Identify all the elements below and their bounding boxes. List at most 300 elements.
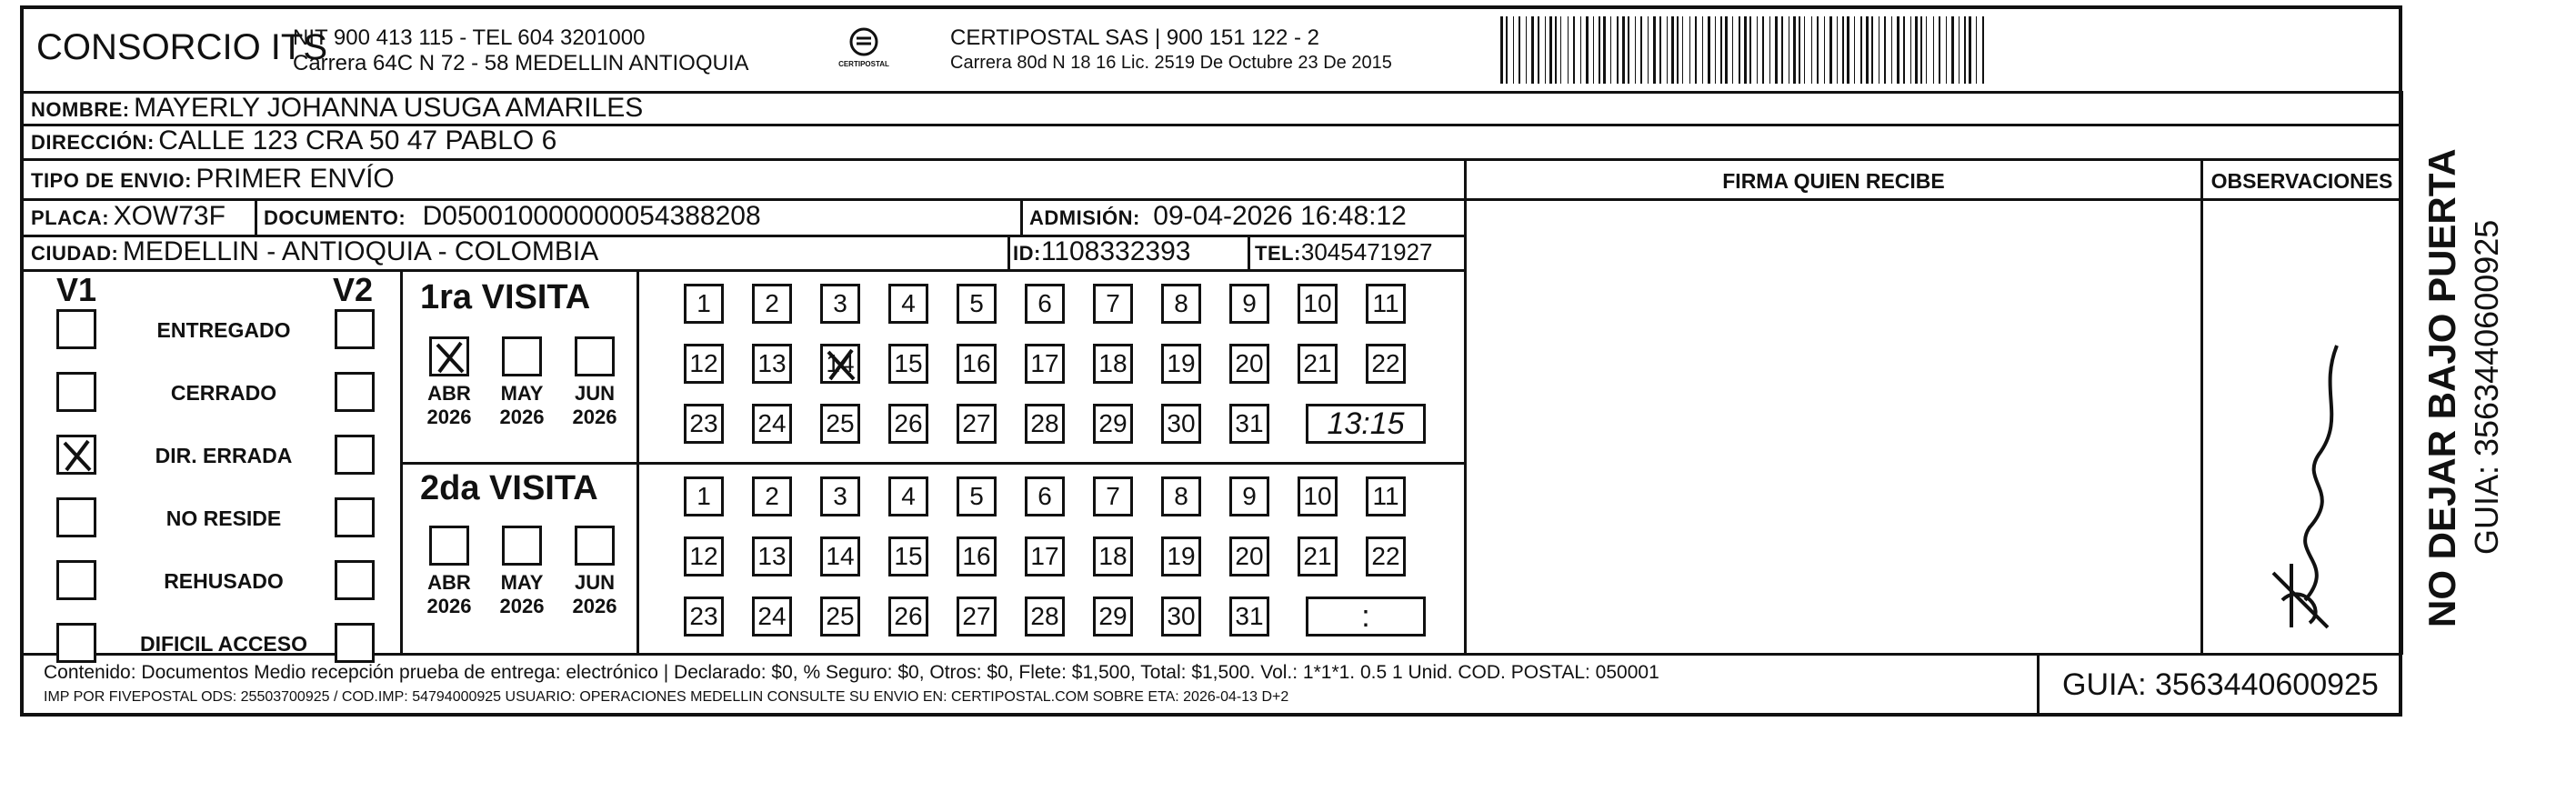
- barcode-bar: [1856, 16, 1858, 84]
- day-box[interactable]: 16: [957, 344, 997, 384]
- company-address: Carrera 64C N 72 - 58 MEDELLIN ANTIOQUIA: [293, 51, 749, 75]
- barcode-bar: [1622, 16, 1625, 84]
- barcode-bar: [1884, 16, 1886, 84]
- documento-label: DOCUMENTO:: [264, 206, 406, 229]
- day-box[interactable]: 5: [957, 284, 997, 324]
- visit1-title: 1ra VISITA: [420, 278, 591, 316]
- barcode-bar: [1754, 16, 1755, 84]
- barcode-bar: [1667, 16, 1668, 84]
- day-box[interactable]: 18: [1093, 344, 1133, 384]
- barcode-bar: [1976, 16, 1977, 84]
- barcode-bar: [1686, 16, 1688, 84]
- barcode-bar: [1903, 16, 1905, 84]
- rule-footer: [20, 653, 2402, 656]
- barcode-bar: [1982, 16, 1984, 84]
- barcode-bar: [1749, 16, 1751, 84]
- tel-label: TEL:: [1255, 242, 1301, 265]
- status-label: REHUSADO: [164, 569, 284, 593]
- barcode-bar: [1662, 16, 1664, 84]
- barcode-bar: [1675, 16, 1676, 84]
- month-label: MAY 2026: [499, 571, 545, 617]
- day-box[interactable]: 4: [888, 476, 928, 516]
- barcode-bar: [1500, 16, 1503, 84]
- v1-label: V1: [56, 271, 97, 308]
- day-box[interactable]: 7: [1093, 284, 1133, 324]
- barcode-bar: [1549, 16, 1552, 84]
- status-label: ENTREGADO: [156, 318, 291, 342]
- day-box[interactable]: 6: [1025, 476, 1065, 516]
- rule-v-months: [636, 269, 639, 655]
- barcode-bar: [1504, 16, 1505, 84]
- barcode-bar: [1711, 16, 1713, 84]
- barcode-bar: [1734, 16, 1736, 84]
- documento-value: D050010000000054388208: [422, 201, 761, 231]
- month-checkbox[interactable]: [429, 336, 469, 376]
- v1-checkbox[interactable]: [56, 497, 96, 537]
- v2-label: V2: [333, 271, 374, 308]
- barcode-bar: [1942, 16, 1943, 84]
- day-box[interactable]: 19: [1161, 344, 1201, 384]
- rule-v-status: [400, 269, 403, 655]
- day-box[interactable]: 9: [1229, 284, 1269, 324]
- barcode-bar: [1658, 16, 1659, 84]
- logo-caption: CERTIPOSTAL: [838, 60, 889, 68]
- month-label: MAY 2026: [499, 382, 545, 428]
- barcode-bar: [1569, 16, 1572, 84]
- status-label: NO RESIDE: [165, 506, 282, 530]
- rule-visit-split: [400, 462, 1466, 465]
- day-box[interactable]: 14: [820, 536, 860, 576]
- month-label: JUN 2026: [572, 382, 617, 428]
- barcode-bar: [1538, 16, 1539, 84]
- barcode-bar: [1851, 16, 1852, 84]
- barcode-bar: [1626, 16, 1627, 84]
- barcode-bar: [1522, 16, 1523, 84]
- barcode-bar: [1969, 16, 1971, 84]
- barcode-bar: [1959, 16, 1960, 84]
- day-box[interactable]: 28: [1025, 596, 1065, 637]
- placa-value: XOW73F: [113, 201, 226, 231]
- day-box[interactable]: 10: [1298, 476, 1338, 516]
- nombre-row: [31, 93, 643, 124]
- barcode-bar: [1985, 16, 1986, 84]
- rule-v-obs: [2200, 158, 2203, 655]
- barcode-bar: [1671, 16, 1674, 84]
- day-box[interactable]: 15: [888, 536, 928, 576]
- barcode-bar: [1648, 16, 1649, 84]
- barcode-bar: [1513, 16, 1514, 84]
- barcode-bar: [1951, 16, 1954, 84]
- v2-checkbox[interactable]: [335, 623, 375, 663]
- day-box[interactable]: 8: [1161, 284, 1201, 324]
- day-box[interactable]: 10: [1298, 284, 1338, 324]
- barcode-bar: [1871, 16, 1873, 84]
- day-box[interactable]: 27: [957, 404, 997, 444]
- barcode-bar: [1784, 16, 1786, 84]
- placa-row: [31, 201, 226, 232]
- barcode-bar: [1912, 16, 1913, 84]
- day-box[interactable]: 30: [1161, 404, 1201, 444]
- day-box[interactable]: 28: [1025, 404, 1065, 444]
- barcode-bar: [1933, 16, 1934, 84]
- admision-value: 09-04-2026 16:48:12: [1153, 201, 1407, 231]
- day-box[interactable]: 4: [888, 284, 928, 324]
- rule-v-id: [1007, 235, 1010, 269]
- barcode-bar: [1723, 16, 1724, 84]
- barcode-bar: [1813, 16, 1816, 84]
- v2-checkbox[interactable]: [335, 435, 375, 475]
- company-name: CONSORCIO ITS: [36, 27, 328, 67]
- barcode-bar: [1691, 16, 1694, 84]
- barcode-bar: [1545, 16, 1546, 84]
- barcode-bar: [1946, 16, 1947, 84]
- barcode-bar: [1564, 16, 1566, 84]
- day-box[interactable]: 31: [1229, 596, 1269, 637]
- day-box[interactable]: 22: [1366, 536, 1406, 576]
- barcode-bar: [1555, 16, 1557, 84]
- barcode-bar: [1515, 16, 1518, 84]
- barcode-bar: [1897, 16, 1899, 84]
- barcode-bar: [1824, 16, 1825, 84]
- status-label: DIR. ERRADA: [155, 444, 293, 467]
- barcode-bar: [1682, 16, 1683, 84]
- barcode-bar: [1526, 16, 1527, 84]
- barcode-bar: [1920, 16, 1922, 84]
- day-box[interactable]: 20: [1229, 344, 1269, 384]
- handwritten-signature: [2255, 336, 2364, 637]
- day-box[interactable]: 17: [1025, 536, 1065, 576]
- day-box[interactable]: 26: [888, 404, 928, 444]
- barcode-bar: [1893, 16, 1895, 84]
- barcode-bar: [1924, 16, 1925, 84]
- barcode-bar: [1888, 16, 1889, 84]
- barcode-bar: [1599, 16, 1600, 84]
- barcode-bar: [1820, 16, 1821, 84]
- barcode-bar: [1817, 16, 1819, 84]
- day-box[interactable]: 31: [1229, 404, 1269, 444]
- v2-checkbox[interactable]: [335, 497, 375, 537]
- barcode-bar: [1847, 16, 1849, 84]
- v1-checkbox[interactable]: [56, 623, 96, 663]
- month-label: ABR 2026: [426, 382, 472, 428]
- barcode-bar: [1619, 16, 1620, 84]
- barcode-bar: [1573, 16, 1575, 84]
- barcode-bar: [1880, 16, 1883, 84]
- admision-label: ADMISIÓN:: [1029, 206, 1140, 229]
- v1-checkbox[interactable]: [56, 372, 96, 412]
- time-box[interactable]: 13:15: [1306, 404, 1426, 444]
- observaciones-header: OBSERVACIONES: [2210, 169, 2393, 193]
- direccion-value: CALLE 123 CRA 50 47 PABLO 6: [158, 125, 557, 155]
- status-label: CERRADO: [170, 381, 277, 405]
- barcode-bar: [1866, 16, 1869, 84]
- barcode-bar: [1771, 16, 1773, 84]
- day-box[interactable]: 17: [1025, 344, 1065, 384]
- day-box[interactable]: 1: [684, 476, 724, 516]
- barcode-bar: [1715, 16, 1716, 84]
- nombre-value: MAYERLY JOHANNA USUGA AMARILES: [134, 93, 644, 123]
- day-box[interactable]: 18: [1093, 536, 1133, 576]
- barcode-bar: [1612, 16, 1614, 84]
- day-box[interactable]: 15: [888, 344, 928, 384]
- barcode-bar: [1720, 16, 1722, 84]
- day-box[interactable]: 25: [820, 404, 860, 444]
- barcode-bar: [1978, 16, 1980, 84]
- tel-row: [1255, 238, 1433, 266]
- month-checkbox[interactable]: [429, 526, 469, 566]
- barcode-bar: [1583, 16, 1585, 84]
- barcode-bar: [1680, 16, 1681, 84]
- day-box[interactable]: 8: [1161, 476, 1201, 516]
- barcode-bar: [1717, 16, 1718, 84]
- barcode-bar: [1729, 16, 1730, 84]
- day-box[interactable]: 12: [684, 344, 724, 384]
- day-box[interactable]: 27: [957, 596, 997, 637]
- day-box[interactable]: 20: [1229, 536, 1269, 576]
- placa-label: PLACA:: [31, 206, 110, 229]
- day-box[interactable]: 19: [1161, 536, 1201, 576]
- carrier-license: Carrera 80d N 18 16 Lic. 2519 De Octubre 23 De 2015: [950, 53, 1392, 73]
- barcode-bar: [1653, 16, 1656, 84]
- day-box[interactable]: 23: [684, 404, 724, 444]
- time-box[interactable]: :: [1306, 596, 1426, 637]
- day-box[interactable]: 25: [820, 596, 860, 637]
- v1-checkbox[interactable]: [56, 435, 96, 475]
- company-nit: NIT 900 413 115 - TEL 604 3201000: [293, 25, 646, 50]
- barcode-bar: [1577, 16, 1578, 84]
- barcode-bar: [1967, 16, 1968, 84]
- day-box[interactable]: 24: [752, 596, 792, 637]
- barcode-bar: [1964, 16, 1966, 84]
- barcode-bar: [1799, 16, 1800, 84]
- barcode-bar: [1845, 16, 1846, 84]
- direccion-row: [31, 125, 556, 156]
- firma-header: FIRMA QUIEN RECIBE: [1722, 169, 1945, 193]
- barcode-bar: [1793, 16, 1796, 84]
- barcode-bar: [1759, 16, 1761, 84]
- barcode-bar: [1910, 16, 1911, 84]
- day-box[interactable]: 29: [1093, 596, 1133, 637]
- id-label: ID:: [1013, 242, 1041, 265]
- barcode-bar: [1739, 16, 1740, 84]
- barcode-bar: [1702, 16, 1703, 84]
- day-box[interactable]: 16: [957, 536, 997, 576]
- barcode-bar: [1748, 16, 1749, 84]
- footer-guia: GUIA: 3563440600925: [2062, 667, 2379, 702]
- barcode-bar: [1837, 16, 1838, 84]
- visit2-title: 2da VISITA: [420, 469, 598, 507]
- barcode-bar: [1775, 16, 1778, 84]
- id-row: [1013, 236, 1190, 267]
- barcode-bar: [1863, 16, 1864, 84]
- rule-ciudad: [20, 269, 1466, 272]
- barcode-bar: [1757, 16, 1758, 84]
- barcode-bar: [1869, 16, 1870, 84]
- rule-v-firma: [1464, 158, 1467, 655]
- ciudad-value: MEDELLIN - ANTIOQUIA - COLOMBIA: [122, 236, 599, 266]
- barcode-bar: [1926, 16, 1927, 84]
- barcode-bar: [1781, 16, 1783, 84]
- nombre-label: NOMBRE:: [31, 98, 130, 121]
- day-box[interactable]: 3: [820, 476, 860, 516]
- barcode-bar: [1842, 16, 1844, 84]
- barcode-bar: [1553, 16, 1554, 84]
- barcode-bar: [1915, 16, 1918, 84]
- barcode-bar: [1876, 16, 1877, 84]
- rule-v-admision: [1020, 198, 1023, 235]
- day-box[interactable]: 11: [1366, 476, 1406, 516]
- rule-v-tel: [1248, 235, 1250, 269]
- day-box[interactable]: 22: [1366, 344, 1406, 384]
- barcode-bar: [1519, 16, 1520, 84]
- barcode-bar: [1960, 16, 1961, 84]
- barcode-bar: [1695, 16, 1697, 84]
- barcode-bar: [1531, 16, 1534, 84]
- day-box[interactable]: 12: [684, 536, 724, 576]
- barcode-bar: [1949, 16, 1950, 84]
- rule-direccion: [20, 158, 2402, 161]
- barcode-bar: [1744, 16, 1747, 84]
- barcode-bar: [1769, 16, 1770, 84]
- barcode-bar: [1797, 16, 1798, 84]
- side-guia: GUIA: 3563440600925: [2468, 219, 2505, 555]
- barcode-bar: [1677, 16, 1679, 84]
- barcode-bar: [1595, 16, 1596, 84]
- barcode-bar: [1586, 16, 1589, 84]
- barcode-bar: [1901, 16, 1902, 84]
- day-box[interactable]: 9: [1229, 476, 1269, 516]
- barcode-bar: [1708, 16, 1710, 84]
- day-box[interactable]: 14: [820, 344, 860, 384]
- barcode-bar: [1593, 16, 1594, 84]
- barcode-bar: [1649, 16, 1651, 84]
- day-box[interactable]: 21: [1298, 536, 1338, 576]
- barcode-bar: [1811, 16, 1812, 84]
- tipo-label: TIPO DE ENVIO:: [31, 169, 192, 192]
- barcode-bar: [1628, 16, 1629, 84]
- barcode-bar: [1762, 16, 1764, 84]
- day-box[interactable]: 26: [888, 596, 928, 637]
- barcode-bar: [1854, 16, 1855, 84]
- month-checkbox[interactable]: [502, 336, 542, 376]
- direccion-label: DIRECCIÓN:: [31, 131, 155, 154]
- barcode-bar: [1603, 16, 1606, 84]
- barcode-bar: [1705, 16, 1707, 84]
- month-checkbox[interactable]: [575, 336, 615, 376]
- barcode-bar: [1547, 16, 1548, 84]
- barcode-bar: [1860, 16, 1862, 84]
- barcode-bar: [1929, 16, 1931, 84]
- barcode-bar: [1637, 16, 1639, 84]
- v1-checkbox[interactable]: [56, 560, 96, 600]
- rule-v-side: [2401, 91, 2403, 655]
- barcode-bar: [1790, 16, 1791, 84]
- barcode-bar: [1617, 16, 1619, 84]
- month-checkbox[interactable]: [502, 526, 542, 566]
- barcode-bar: [1955, 16, 1957, 84]
- day-box[interactable]: 11: [1366, 284, 1406, 324]
- documento-row: [264, 201, 761, 232]
- barcode-bar: [1536, 16, 1537, 84]
- barcode-bar: [1973, 16, 1974, 84]
- barcode-bar: [1808, 16, 1809, 84]
- day-box[interactable]: 2: [752, 284, 792, 324]
- barcode-bar: [1725, 16, 1728, 84]
- barcode-bar: [1560, 16, 1561, 84]
- barcode-bar: [1510, 16, 1511, 84]
- v2-checkbox[interactable]: [335, 372, 375, 412]
- footer-line1: Contenido: Documentos Medio recepción prueba de entrega: electrónico | Declarado: $0, % Seguro: $0, Otros: $0, Flete: $1,500, Total: $1,500. Vol.: 1*1*1. 0.5 1 Unid. COD. POSTAL: 050001: [44, 662, 1659, 683]
- day-box[interactable]: 23: [684, 596, 724, 637]
- day-box[interactable]: 2: [752, 476, 792, 516]
- day-box[interactable]: 29: [1093, 404, 1133, 444]
- carrier-name: CERTIPOSTAL SAS | 900 151 122 - 2: [950, 25, 1319, 50]
- day-box[interactable]: 21: [1298, 344, 1338, 384]
- admision-row: [1029, 201, 1407, 232]
- day-box[interactable]: 13: [752, 536, 792, 576]
- barcode-bar: [1610, 16, 1611, 84]
- barcode-bar: [1659, 16, 1661, 84]
- barcode-bar: [1827, 16, 1829, 84]
- tel-value: 3045471927: [1300, 238, 1433, 266]
- footer-line2: IMP POR FIVEPOSTAL ODS: 25503700925 / COD.IMP: 54794000925 USUARIO: OPERACIONES MEDELLIN CONSULTE SU ENVIO EN: CERTIPOSTAL.COM SOBRE ETA: 2026-04-13 D+2: [44, 689, 1289, 705]
- barcode-bar: [1766, 16, 1767, 84]
- day-box[interactable]: 7: [1093, 476, 1133, 516]
- side-no-dejar: NO DEJAR BAJO PUERTA: [2421, 148, 2463, 627]
- barcode-bar: [1528, 16, 1529, 84]
- barcode-bar: [1741, 16, 1742, 84]
- month-label: JUN 2026: [572, 571, 617, 617]
- barcode-bar: [1568, 16, 1569, 84]
- day-box[interactable]: 5: [957, 476, 997, 516]
- day-box[interactable]: 13: [752, 344, 792, 384]
- day-box[interactable]: 30: [1161, 596, 1201, 637]
- barcode-bar: [1689, 16, 1690, 84]
- barcode-bar: [1580, 16, 1581, 84]
- v1-checkbox[interactable]: [56, 309, 96, 349]
- barcode-bar: [1589, 16, 1591, 84]
- month-label: ABR 2026: [426, 571, 472, 617]
- barcode-bar: [1779, 16, 1780, 84]
- ciudad-label: CIUDAD:: [31, 242, 119, 265]
- rule-v-placa: [255, 198, 257, 235]
- barcode-bar: [1640, 16, 1642, 84]
- barcode-bar: [1935, 16, 1938, 84]
- ciudad-row: [31, 236, 598, 267]
- barcode-bar: [1608, 16, 1609, 84]
- day-box[interactable]: 6: [1025, 284, 1065, 324]
- barcode-bar: [1732, 16, 1733, 84]
- id-value: 1108332393: [1040, 236, 1191, 266]
- barcode-bar: [1601, 16, 1602, 84]
- barcode-bar: [1906, 16, 1908, 84]
- barcode-bar: [1802, 16, 1803, 84]
- barcode-bar: [1939, 16, 1940, 84]
- barcode-bar: [1833, 16, 1835, 84]
- status-label: DIFICIL ACCESO: [139, 632, 307, 656]
- barcode-bar: [1635, 16, 1636, 84]
- v2-checkbox[interactable]: [335, 560, 375, 600]
- month-checkbox[interactable]: [575, 526, 615, 566]
- barcode-bar: [1506, 16, 1508, 84]
- barcode-bar: [1829, 16, 1832, 84]
- day-box[interactable]: 1: [684, 284, 724, 324]
- v2-checkbox[interactable]: [335, 309, 375, 349]
- rule-v-guia: [2037, 653, 2040, 717]
- day-box[interactable]: 3: [820, 284, 860, 324]
- day-box[interactable]: 24: [752, 404, 792, 444]
- certipostal-logo: [837, 22, 891, 76]
